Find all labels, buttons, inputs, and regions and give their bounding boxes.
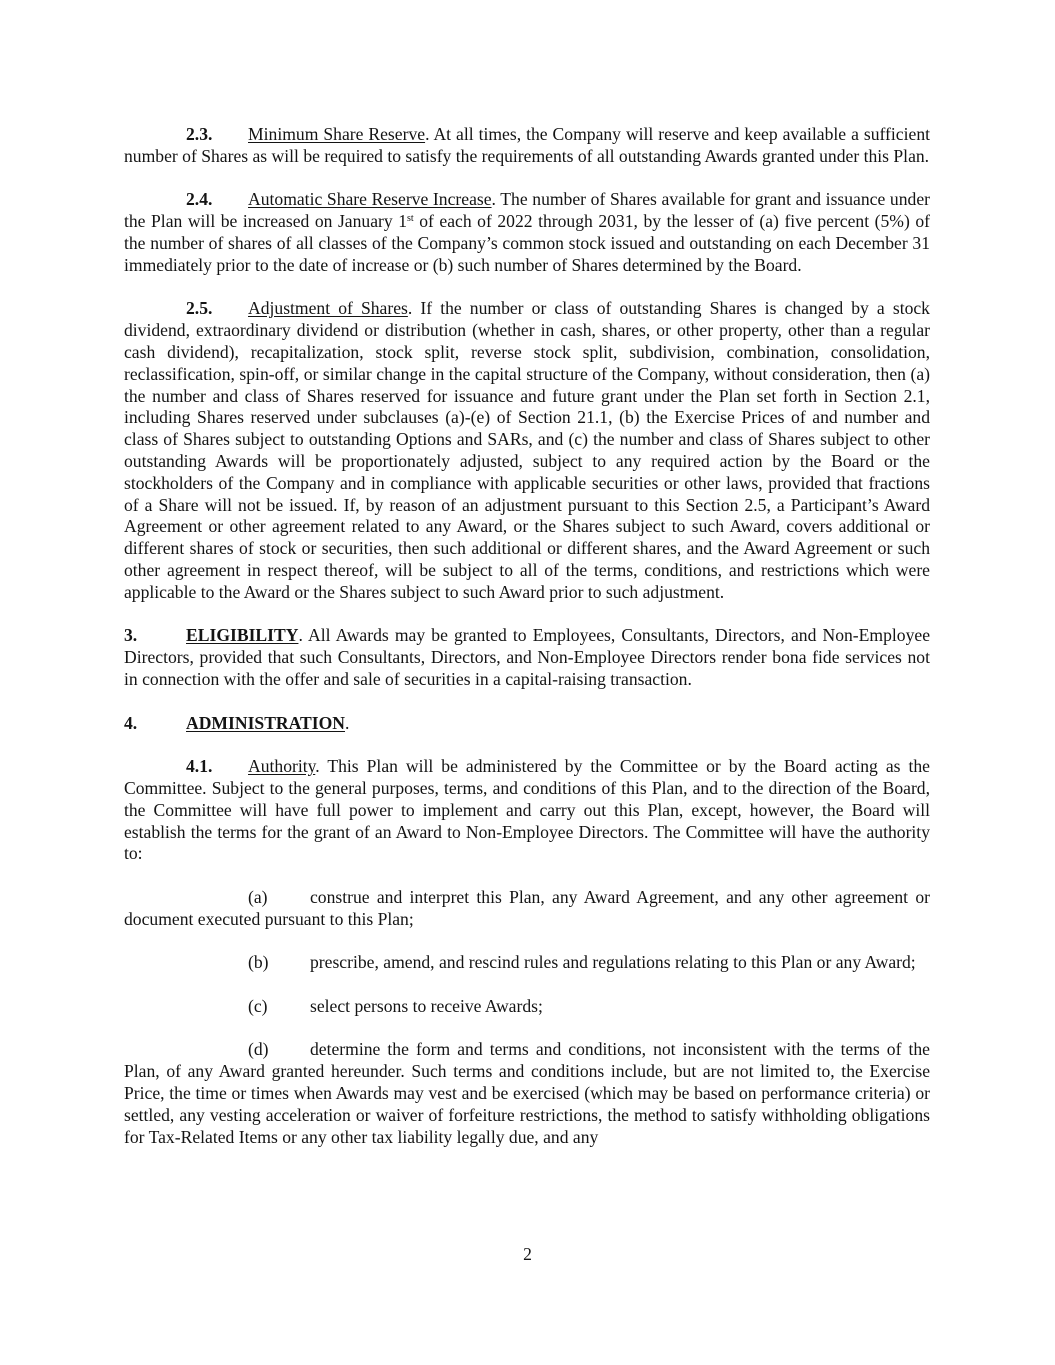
section-2-5 [124,298,930,603]
list-item-a [124,887,930,931]
section-2-3 [124,124,930,168]
section-title: Automatic Share Reserve Increase [248,189,492,210]
section-title: Authority [248,756,316,777]
list-item-label: (c) [248,995,268,1016]
section-number: 3. [124,625,138,646]
section-number: 4.1. [186,756,213,777]
list-item-label: (a) [248,886,268,907]
section-number: 2.5. [186,298,213,319]
section-number: 4. [124,712,138,733]
section-text: . The number of Shares available for grant and issuance under the Plan will be increased on January 1 [124,189,930,232]
section-heading: ADMINISTRATION [186,712,346,733]
list-item-d [124,1039,930,1148]
section-text: . [345,712,350,733]
ordinal-superscript: st [407,213,414,225]
section-3 [124,625,930,690]
list-item-label: (d) [248,1039,269,1060]
list-item-c [124,996,930,1018]
list-item-text: prescribe, amend, and rescind rules and regulations relating to this Plan or any Award; [310,952,916,973]
section-4 [124,713,930,735]
section-2-4 [124,189,930,276]
section-number: 2.3. [186,124,213,144]
section-text-continued: of each of 2022 through 2031, by the lesser of (a) five percent (5%) of the number of shares of all classes of the Company’s common stock issued and outstanding on each December 31 immediately prior to the date of increase or (b) such number of Shares determined by the Board. [124,211,930,275]
list-item-text: construe and interpret this Plan, any Award Agreement, and any other agreement or document executed pursuant to this Plan; [124,886,930,929]
document-page [124,124,930,1148]
list-item-label: (b) [248,952,269,973]
list-item-b [124,952,930,974]
section-title: Adjustment of Shares [248,298,408,319]
list-item-text: select persons to receive Awards; [310,995,543,1016]
section-4-1 [124,756,930,865]
section-heading: ELIGIBILITY [186,625,299,646]
list-item-text: determine the form and terms and conditions, not inconsistent with the terms of the Plan, of any Award granted hereunder. Such terms and conditions include, but are not limited to, the Exercise Price, the time or times when Awards may vest and be exercised (which may be based on performance criteria) or settled, any vesting acceleration or waiver of forfeiture restrictions, the method to satisfy withholding obligations for Tax-Related Items or any other tax liability legally due, and any [124,1039,930,1147]
section-text: . If the number or class of outstanding Shares is changed by a stock dividend, extraordinary dividend or distribution (whether in cash, shares, or other property, other than a regular cash dividend), recapitalization, stock split, reverse stock split, subdivision, combination, consolidation, reclassification, spin-off, or similar change in the capital structure of the Company, without consideration, then (a) the number and class of Shares reserved for issuance and future grant under the Plan set forth in Section 2.1, including Shares reserved under subclauses (a)-(e) of Section 21.1, (b) the Exercise Prices of and number and class of Shares subject to outstanding Options and SARs, and (c) the number and class of Shares subject to other outstanding Awards will be proportionately adjusted, subject to any required action by the Board or the stockholders of the Company and in compliance with applicable securities or other laws, provided that fractions of a Share will not be issued. If, by reason of an adjustment pursuant to this Section 2.5, a Participant’s Award Agreement or other agreement related to any Award, or the Shares subject to such Award, covers additional or different shares of stock or securities, then such additional or different shares, and the Award Agreement or such other agreement in respect thereof, will be subject to all of the terms, conditions, and restrictions which were applicable to the Award or the Shares subject to such Award prior to such adjustment. [124,298,930,602]
section-text: . At all times, the Company will reserve and keep available a sufficient number of Shares as will be required to satisfy the requirements of all outstanding Awards granted under this Plan. [124,124,930,166]
section-number: 2.4. [186,189,213,210]
section-text: . All Awards may be granted to Employees, Consultants, Directors, and Non-Employee Directors, provided that such Consultants, Directors, and Non-Employee Directors render bona fide services not in connection with the offer and sale of securities in a capital-raising transaction. [124,625,930,689]
page-number: 2 [523,1244,532,1264]
section-title: Minimum Share Reserve [248,124,426,144]
section-text: . This Plan will be administered by the Committee or by the Board acting as the Committee. Subject to the general purposes, terms, and conditions of this Plan, and to the direction of the Board, the Committee will have full power to implement and carry out this Plan, except, however, the Board will establish the terms for the grant of an Award to Non-Employee Directors. The Committee will have the authority to: [124,756,930,864]
